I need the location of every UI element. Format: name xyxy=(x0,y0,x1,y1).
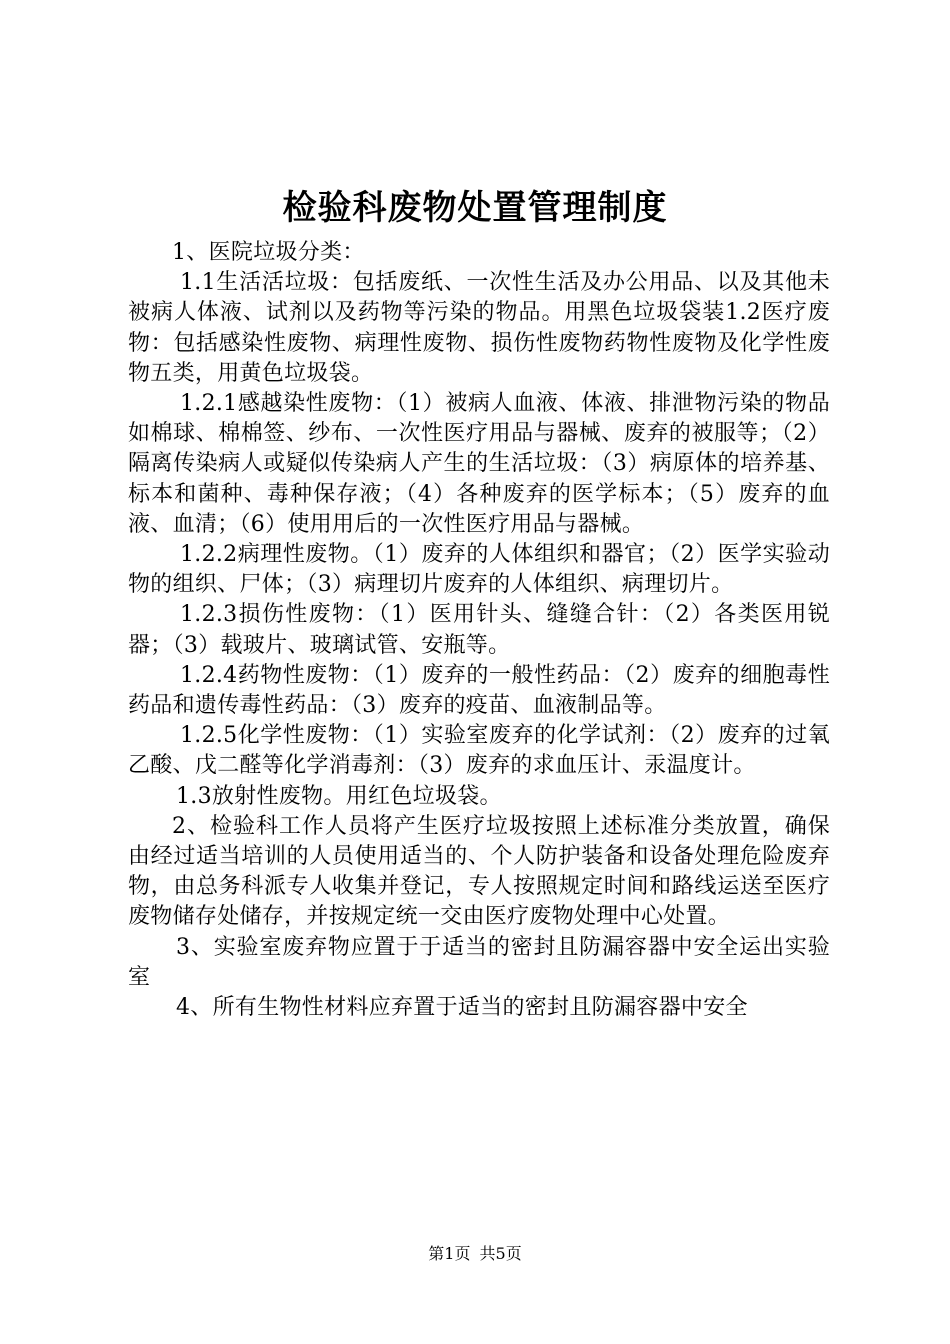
paragraph-4: 4、所有生物性材料应弃置于适当的密封且防漏容器中安全 xyxy=(176,995,748,1021)
page-footer xyxy=(0,1244,950,1264)
paragraph-1-2-4: 1.2.4药物性废物：（1）废弃的一般性药品：（2）废弃的细胞毒性药品和遗传毒性药品：（3）废弃的疫苗、血液制品等。 xyxy=(128,662,830,719)
paragraph-1-2-1: 1.2.1感越染性废物：（1）被病人血液、体液、排泄物污染的物品如棉球、棉棉签、纱布、一次性医疗用品与器械、废弃的被服等；（2）隔离传染病人或疑似传染病人产生的生活垃圾：（3）病原体的培养基、标本和菌种、毒种保存液；（4）各种废弃的医学标本；（5）废弃的血液、血清；（6）使用用后的一次性医疗用品与器械。 xyxy=(128,391,830,537)
page-number: 第1页 xyxy=(428,1244,471,1263)
document-body xyxy=(128,238,830,1023)
paragraph-1-1: 1.1生活活垃圾：包括废纸、一次性生活及办公用品、以及其他未被病人体液、试剂以及药物等污染的物品。用黑色垃圾袋装1.2医疗废物：包括感染性废物、病理性废物、损伤性废物药物性废物及化学性废物五类，用黄色垃圾袋。 xyxy=(128,270,830,386)
paragraph-1-2-2: 1.2.2病理性废物。（1）废弃的人体组织和器官；（2）医学实验动物的组织、尸体；（3）病理切片废弃的人体组织、病理切片。 xyxy=(128,542,830,598)
paragraph-1: 1、医院垃圾分类： xyxy=(172,240,365,265)
paragraph-1-2-5: 1.2.5化学性废物：（1）实验室废弃的化学试剂：（2）废弃的过氧乙酸、戊二醛等化学消毒剂：（3）废弃的求血压计、汞温度计。 xyxy=(128,723,830,779)
page-total: 共5页 xyxy=(479,1244,522,1263)
paragraph-3: 3、实验室废弃物应置于于适当的密封且防漏容器中安全运出实验室 xyxy=(128,934,830,990)
document-title: 检验科废物处置管理制度 xyxy=(282,188,668,228)
paragraph-1-3: 1.3放射性废物。用红色垃圾袋。 xyxy=(176,783,502,809)
paragraph-1-2-3: 1.2.3损伤性废物：（1）医用针头、缝缝合针：（2）各类医用锐器；（3）载玻片、玻璃试管、安瓶等。 xyxy=(128,602,830,658)
paragraph-2: 2、检验科工作人员将产生医疗垃圾按照上述标准分类放置，确保由经过适当培训的人员使用适当的、个人防护装备和设备处理危险废弃物，由总务科派专人收集并登记，专人按照规定时间和路线运送至医疗废物储存处储存，并按规定统一交由医疗废物处理中心处置。 xyxy=(128,813,830,930)
